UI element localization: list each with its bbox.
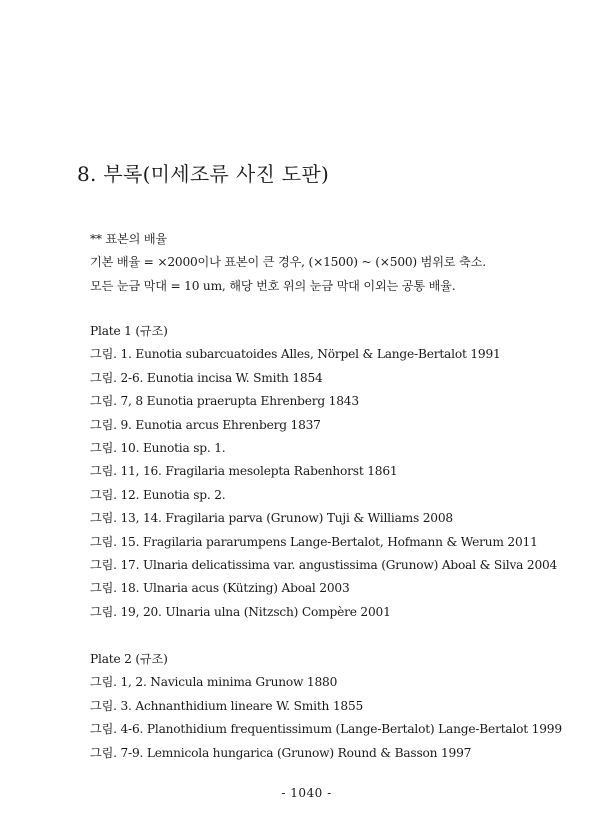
plate2-legend [90, 648, 562, 765]
scale-notes [90, 228, 486, 298]
plate1-item: 그림. 18. Ulnaria acus (Kützing) Aboal 2003 [90, 581, 350, 596]
scale-note-magnification: 기본 배율 = ×2000이나 표본이 큰 경우, (×1500) ~ (×500) 범위로 축소. [90, 255, 486, 270]
plate1-item: 그림. 9. Eunotia arcus Ehrenberg 1837 [90, 417, 321, 432]
plate1-item: 그림. 1. Eunotia subarcuatoides Alles, Nörpel & Lange-Bertalot 1991 [90, 347, 501, 362]
scale-note-heading: ** 표본의 배율 [90, 232, 168, 246]
plate2-item: 그림. 1, 2. Navicula minima Grunow 1880 [90, 675, 338, 690]
plate2-item: 그림. 4-6. Planothidium frequentissimum (Lange-Bertalot) Lange-Bertalot 1999 [90, 722, 562, 737]
scale-note-scale-bar: 모든 눈금 막대 = 10 um, 해당 번호 위의 눈금 막대 이외는 공통 배율. [90, 278, 456, 293]
section-title: 8. 부록(미세조류 사진 도판) [77, 162, 330, 186]
plate1-item: 그림. 2-6. Eunotia incisa W. Smith 1854 [90, 370, 323, 385]
plate1-item: 그림. 11, 16. Fragilaria mesolepta Rabenhorst 1861 [90, 464, 398, 479]
page-number: - 1040 - [281, 786, 332, 800]
plate2-item: 그림. 7-9. Lemnicola hungarica (Grunow) Round & Basson 1997 [90, 745, 472, 760]
plate2-item: 그림. 3. Achnanthidium lineare W. Smith 1855 [90, 698, 364, 713]
plate1-item: 그림. 15. Fragilaria pararumpens Lange-Bertalot, Hofmann & Werum 2011 [90, 534, 538, 549]
plate1-legend [90, 320, 557, 624]
plate1-item: 그림. 19, 20. Ulnaria ulna (Nitzsch) Compère 2001 [90, 604, 391, 619]
plate1-item: 그림. 13, 14. Fragilaria parva (Grunow) Tuji & Williams 2008 [90, 511, 453, 526]
plate1-item: 그림. 10. Eunotia sp. 1. [90, 440, 226, 455]
plate1-item: 그림. 12. Eunotia sp. 2. [90, 487, 226, 502]
plate2-heading: Plate 2 (규조) [90, 652, 168, 666]
plate1-heading: Plate 1 (규조) [90, 324, 168, 338]
plate1-item: 그림. 7, 8 Eunotia praerupta Ehrenberg 1843 [90, 394, 359, 409]
plate1-item: 그림. 17. Ulnaria delicatissima var. angustissima (Grunow) Aboal & Silva 2004 [90, 557, 558, 572]
